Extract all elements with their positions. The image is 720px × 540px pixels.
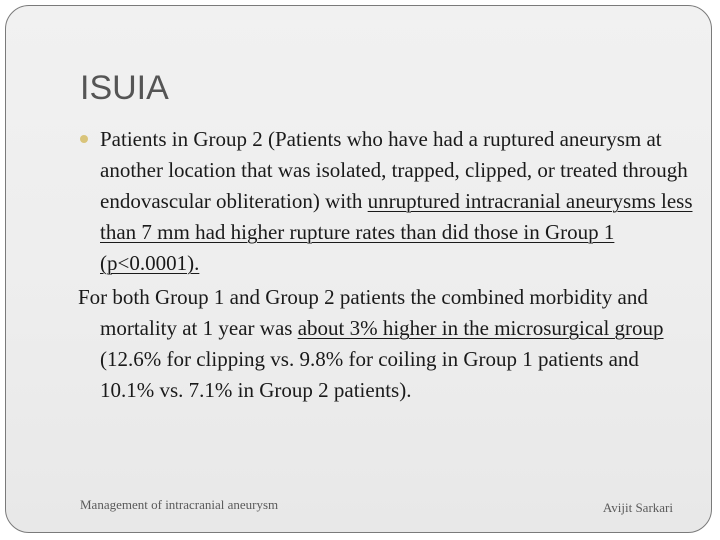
slide-title: ISUIA xyxy=(80,69,169,107)
slide-body xyxy=(78,124,693,406)
slide xyxy=(5,5,712,533)
footer-topic: Management of intracranial aneurysm xyxy=(80,497,279,512)
footer-author: Avijit Sarkari xyxy=(602,500,673,515)
bullet-item-group2 xyxy=(78,124,693,279)
bullet-dot-icon xyxy=(80,135,88,143)
paragraph-text-after: (12.6% for clipping vs. 9.8% for coiling in Group 1 patients and 10.1% vs. 7.1% in Group 2 patients). xyxy=(100,347,639,402)
bullet-text: Patients in Group 2 (Patients who have had a ruptured aneurysm at another location that was isolated, trapped, clipped, or treated through endovascular obliteration) with xyxy=(100,127,688,213)
bullet-underlined-text: unruptured intracranial aneurysms less than 7 mm had higher rupture rates than did those in Group 1 (p<0.0001). xyxy=(100,189,693,275)
paragraph-text: For both Group 1 and Group 2 patients the combined morbidity and mortality at 1 year was xyxy=(78,285,648,340)
paragraph-underlined-text: about 3% higher in the microsurgical group xyxy=(297,316,664,340)
paragraph-morbidity xyxy=(78,282,693,406)
